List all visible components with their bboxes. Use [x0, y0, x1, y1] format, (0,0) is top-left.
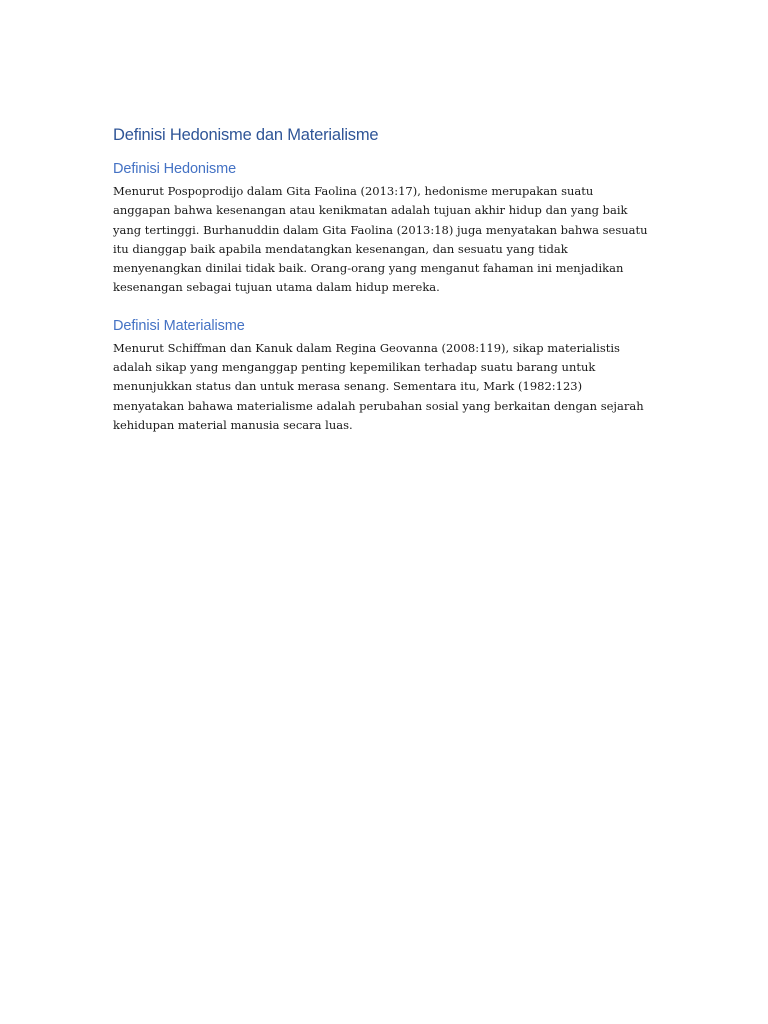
- document-content: [113, 124, 658, 435]
- paragraph-materialisme: Menurut Schiffman dan Kanuk dalam Regina Geovanna (2008:119), sikap materialistis adalah sikap yang menganggap penting kepemilikan terhadap suatu barang untuk menunjukkan status dan untuk merasa senang. Sementara itu, Mark (1982:123) menyatakan bahawa materialisme adalah perubahan sosial yang berkaitan dengan sejarah kehidupan material manusia secara luas.: [113, 340, 644, 432]
- paragraph-hedonisme: Menurut Pospoprodijo dalam Gita Faolina (2013:17), hedonisme merupakan suatu anggapan bahwa kesenangan atau kenikmatan adalah tujuan akhir hidup dan yang baik yang tertinggi. Burhanuddin dalam Gita Faolina (2013:18) juga menyatakan bahwa sesuatu itu dianggap baik apabila mendatangkan kesenangan, dan sesuatu yang tidak menyenangkan dinilai tidak baik. Orang-orang yang menganut fahaman ini menjadikan kesenangan sebagai tujuan utama dalam hidup mereka.: [113, 184, 648, 295]
- section-materialisme: [113, 316, 658, 435]
- section-hedonisme: [113, 159, 658, 298]
- section-heading-hedonisme: Definisi Hedonisme: [113, 161, 237, 177]
- section-heading-materialisme: Definisi Materialisme: [113, 317, 245, 334]
- document-title: Definisi Hedonisme dan Materialisme: [113, 126, 379, 144]
